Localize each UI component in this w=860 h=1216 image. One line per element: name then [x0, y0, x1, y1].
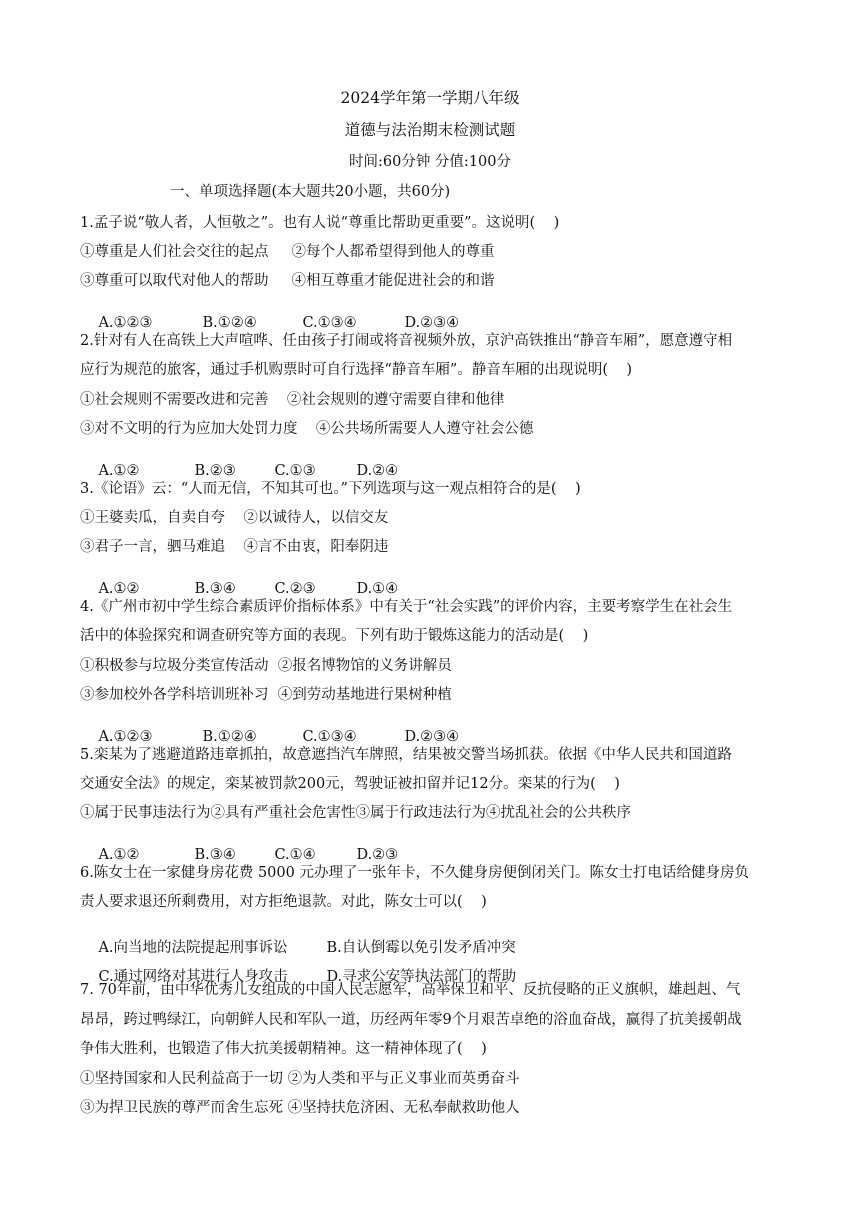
q4-stem-line2: 活中的体验探究和调查研究等方面的表现。下列有助于锻炼这能力的活动是( ) [80, 628, 589, 644]
q3-option-d: D.①④ [356, 581, 399, 597]
q5-option-d: D.②③ [356, 847, 399, 863]
q3-statements-2: ③君子一言，驷马难追 ④言不由衷，阳奉阴违 [80, 539, 389, 555]
q2-statements-1: ①社会规则不需要改进和完善 ②社会规则的遵守需要自律和他律 [80, 392, 505, 408]
q5-stem-line1: 5.栾某为了逃避道路违章抓拍，故意遮挡汽车牌照，结果被交警当场抓获。依据《中华人民共和国道路 [80, 747, 732, 763]
q3-stem: 3.《论语》云：“人而无信，不知其可也。”下列选项与这一观点相符合的是( ) [80, 481, 581, 497]
q7-stem-line1: 7. 70年前，由中华优秀儿女组成的中国人民志愿军，高举保卫和平、反抗侵略的正义旗帜，雄赳赳、气 [80, 982, 741, 998]
q5-statements: ①属于民事违法行为②具有严重社会危害性③属于行政违法行为④扰乱社会的公共秩序 [80, 805, 631, 821]
q2-option-b: B.②③ [194, 463, 236, 479]
q1-option-a: A.①②③ [98, 315, 153, 331]
q7-statements-2: ③为捍卫民族的尊严而舍生忘死 ④坚持扶危济困、无私奉献救助他人 [80, 1100, 520, 1116]
time-score-line: 时间:60分钟 分值:100分 [348, 154, 511, 170]
q2-stem-line2: 应行为规范的旅客，通过手机购票时可自行选择“静音车厢”。静音车厢的出现说明( ) [80, 362, 633, 378]
q4-option-b: B.①②④ [202, 729, 257, 745]
q6-option-a: A.向当地的法院提起刑事诉讼 [98, 940, 288, 956]
exam-subject-title: 道德与法治期末检测试题 [344, 121, 516, 139]
q1-statements-1: ①尊重是人们社会交往的起点 ②每个人都希望得到他人的尊重 [80, 244, 495, 260]
q2-option-a: A.①② [98, 463, 140, 479]
q6-stem-line2: 责人要求退还所剩费用，对方拒绝退款。对此，陈女士可以( ) [80, 894, 487, 910]
q1-stem: 1.孟子说“敬人者，人恒敬之”。也有人说“尊重比帮助更重要”。这说明( ) [80, 215, 560, 231]
q4-statements-2: ③参加校外各学科培训班补习 ④到劳动基地进行果树种植 [80, 687, 452, 703]
q3-option-a: A.①② [98, 581, 140, 597]
q5-stem-line2: 交通安全法》的规定，栾某被罚款200元，驾驶证被扣留并记12分。栾某的行为( ) [80, 776, 620, 792]
q4-option-a: A.①②③ [98, 729, 153, 745]
q4-stem-line1: 4.《广州市初中学生综合素质评价指标体系》中有关于“社会实践”的评价内容，主要考察学生在社会生 [80, 599, 733, 615]
q5-option-c: C.①④ [274, 847, 316, 863]
q7-stem-line3: 争伟大胜利，也锻造了伟大抗美援朝精神。这一精神体现了( ) [80, 1041, 487, 1057]
q2-stem-line1: 2.针对有人在高铁上大声喧哗、任由孩子打闹或将音视频外放，京沪高铁推出“静音车厢”，愿意遵守相 [80, 333, 733, 349]
q4-statements-1: ①积极参与垃圾分类宣传活动 ②报名博物馆的义务讲解员 [80, 658, 452, 674]
q2-option-c: C.①③ [274, 463, 316, 479]
q4-option-c: C.①③④ [302, 729, 357, 745]
q6-stem-line1: 6.陈女士在一家健身房花费 5000 元办理了一张年卡，不久健身房便倒闭关门。陈女士打电话给健身房负 [80, 865, 749, 881]
q1-option-b: B.①②④ [202, 315, 257, 331]
q4-option-d: D.②③④ [404, 729, 460, 745]
q5-option-b: B.③④ [194, 847, 236, 863]
q6-option-b: B.自认倒霉以免引发矛盾冲突 [326, 940, 516, 956]
exam-grade-title: 2024学年第一学期八年级 [340, 89, 520, 107]
section-heading: 一、单项选择题(本大题共20小题，共60分) [170, 184, 451, 200]
q2-statements-2: ③对不文明的行为应加大处罚力度 ④公共场所需要人人遵守社会公德 [80, 421, 534, 437]
q3-option-c: C.②③ [274, 581, 316, 597]
q7-statements-1: ①坚持国家和人民利益高于一切 ②为人类和平与正义事业而英勇奋斗 [80, 1071, 520, 1087]
q1-option-c: C.①③④ [302, 315, 357, 331]
q1-option-d: D.②③④ [404, 315, 460, 331]
q3-option-b: B.③④ [194, 581, 236, 597]
q5-option-a: A.①② [98, 847, 140, 863]
q6-option-c: C.通过网络对其进行人身攻击 [98, 969, 288, 985]
q3-statements-1: ①王婆卖瓜，自卖自夸 ②以诚待人，以信交友 [80, 510, 389, 526]
q1-statements-2: ③尊重可以取代对他人的帮助 ④相互尊重才能促进社会的和谐 [80, 273, 495, 289]
q6-option-d: D.寻求公安等执法部门的帮助 [326, 969, 517, 985]
q7-stem-line2: 昂昂，跨过鸭绿江，向朝鲜人民和军队一道，历经两年零9个月艰苦卓绝的浴血奋战，赢得了抗美援朝战 [80, 1012, 742, 1028]
q2-option-d: D.②④ [356, 463, 399, 479]
